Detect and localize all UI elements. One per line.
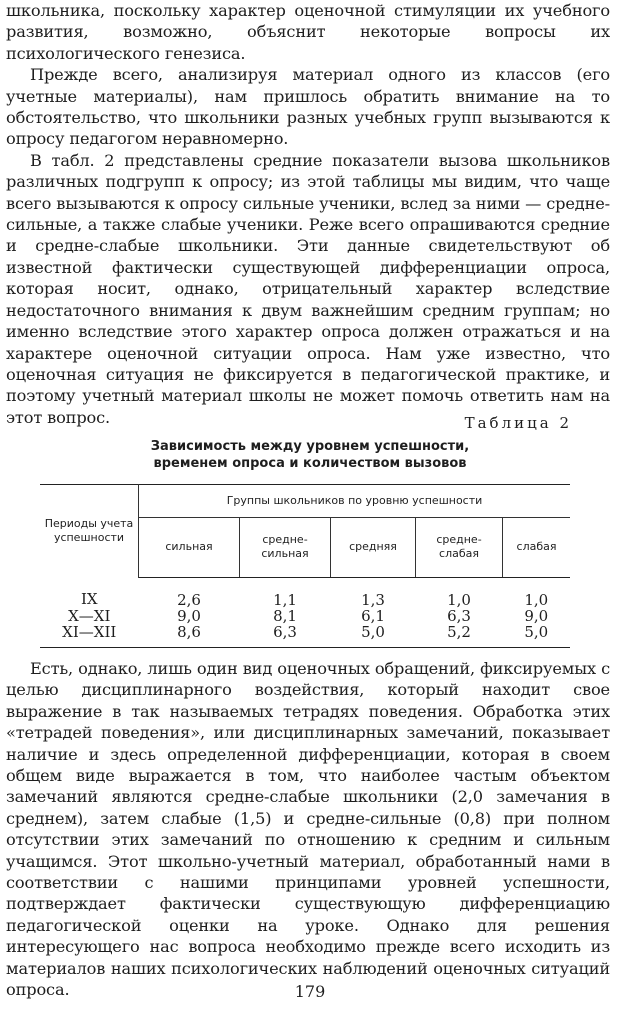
group-column-header: Группы школьников по уровню успешности [139,485,571,518]
column-header-weak: слабая [503,518,571,577]
table-row [40,577,570,608]
paragraph-behavior-notebooks: Есть, однако, лишь один вид оценочных обращений, фиксируемых с целью дисциплинарного воздействия, который находит свое выражение в так называемых тетрадях поведения. Обработка этих «тетрадей поведения», или дисциплинарных замечаний, показывает наличие и здесь определенной дифференциации, которая в своем общем виде выражается в том, что наиболее частым объектом замечаний являются средне-слабые школьники (2,0 замечания в среднем), затем слабые (1,5) и средне-сильные (0,8) при полном отсутствии этих замечаний по отношению к средним и сильным учащимся. Этот школьно-учетный материал, обработанный нами в соответствии с нашими принципами уровней успешности, подтверждает фактически существующую дифференциацию педагогической оценки на уроке. Однако для решения интересующего нас вопроса необходимо прежде всего исходить из материалов наших психологических наблюдений оценочных ситуаций опроса. [6,659,610,1000]
row-period: XI—XII [40,624,139,648]
paragraph-table-reference: В табл. 2 представлены средние показатели вызова школьников различных подгрупп к опросу; из этой таблицы мы видим, что чаще всего вызываются к опросу сильные ученики, вслед за ними — средне-сильные, а также слабые ученики. Реже всего опрашиваются средние и средне-слабые школьники. Эти данные свидетельствуют об известной фактически существующей дифференциации опроса, которая носит, однако, отрицательный характер вследствие недостаточного внимания к двум важнейшим средним группам; но именно вследствие этого характер опроса должен отражаться и на характере оценочной ситуации опроса. Нам уже известно, что оценочная ситуация не фиксируется в педагогической практике, и поэтому учетный материал школы не может помочь ответить нам на этот вопрос. [6,150,610,427]
table-row [40,624,570,648]
table-title [40,438,580,472]
table-cell: 8,1 [273,606,297,625]
column-header-strong: сильная [139,518,240,577]
table-cell: 6,3 [447,606,471,625]
table-cell: 5,0 [503,624,571,648]
table-title-line-1: Зависимость между уровнем успешности, [150,439,470,454]
table-cell: 8,6 [139,624,240,648]
paragraph-class-materials: Прежде всего, анализируя материал одного из классов (его учетные материалы), нам пришлось обратить внимание на то обстоятельство, что школьники разных учебных групп вызываются к опросу педагогом неравномерно. [6,65,610,149]
table-cell: 6,1 [361,606,385,625]
table-cell: 5,0 [331,624,416,648]
paragraph-continued: школьника, поскольку характер оценочной стимуляции их учебного развития, возможно, объяснит некоторые вопросы их психологического генезиса. [6,1,610,63]
table-cell: 1,3 [361,590,385,609]
body-text-top [6,0,610,428]
page-number: 179 [294,982,326,1001]
table-cell: 1,0 [447,590,471,609]
table-label: Таблица 2 [464,414,572,432]
table-cell: 5,2 [416,624,503,648]
table-cell: 9,0 [524,606,549,625]
column-header-middle: средняя [331,518,416,577]
row-period: X—XI [68,606,111,625]
data-table [40,484,570,648]
table-cell: 6,3 [240,624,331,648]
table-cell: 2,6 [177,590,201,609]
period-column-header: Периоды учета успешности [40,485,139,578]
table-cell: 9,0 [177,606,201,625]
body-text-bottom [6,658,610,1001]
table-cell: 1,1 [273,590,297,609]
row-period: IX [80,590,98,609]
table-title-line-2: временем опроса и количеством вызовов [153,456,467,471]
column-header-mid-weak: средне-слабая [416,518,503,577]
column-header-mid-strong: средне-сильная [240,518,331,577]
table-row [40,608,570,624]
table-cell: 1,0 [524,590,549,609]
